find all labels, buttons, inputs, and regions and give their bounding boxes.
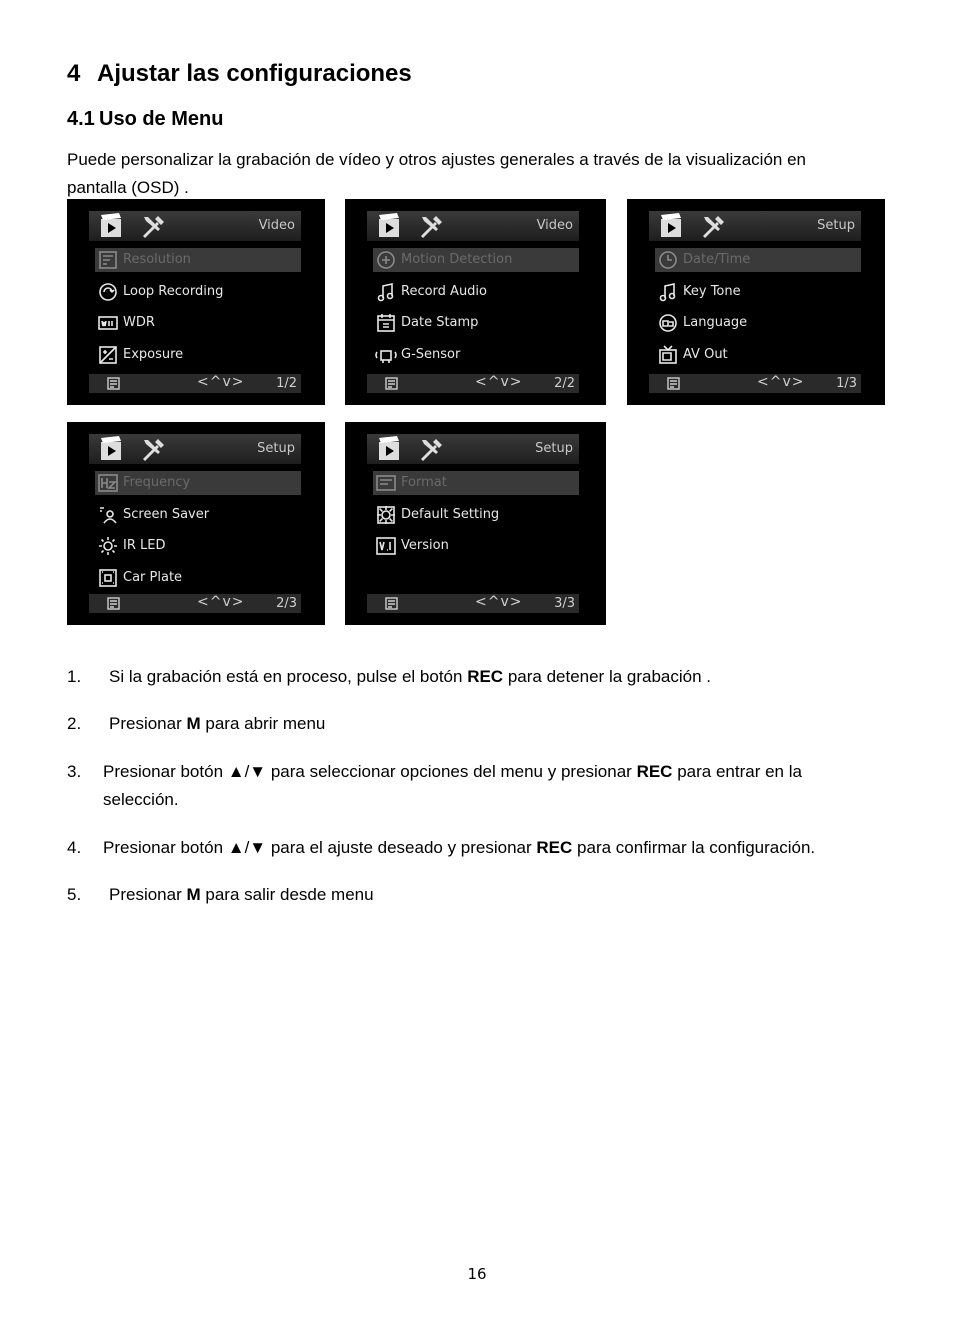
- menu-item-label: Date Stamp: [401, 315, 479, 330]
- motion-detection-icon: [375, 249, 397, 271]
- menu-item-label: Key Tone: [683, 283, 741, 299]
- menu-screenshot-5: [345, 422, 606, 625]
- menu-item: [95, 503, 301, 527]
- menu-page-indicator: 2/3: [276, 596, 297, 611]
- navigation-arrows: <^v>: [475, 374, 523, 390]
- music-note-icon: [375, 281, 397, 303]
- menu-screenshot-4: [67, 422, 325, 625]
- menu-item: [95, 280, 301, 304]
- navigation-arrows: <^v>: [475, 594, 523, 610]
- menu-item: [655, 343, 861, 367]
- subsection-number: 4.1: [67, 108, 95, 130]
- menu-item-label: IR LED: [123, 538, 166, 553]
- tv-icon: [657, 344, 679, 366]
- menu-bottom-bar: [89, 594, 301, 613]
- version-icon: [375, 535, 397, 557]
- menu-tab-label: Setup: [257, 441, 295, 456]
- car-plate-icon: [97, 567, 119, 589]
- step-text: Presionar botón ▲/▼ para el ajuste deseado y presionar REC para confirmar la configuración.: [103, 838, 816, 857]
- hz-icon: [97, 472, 119, 494]
- menu-tab-label: Video: [536, 218, 573, 233]
- menu-item: [95, 534, 301, 558]
- setup-tab-icon: [417, 436, 445, 462]
- menu-item: [373, 248, 579, 272]
- video-tab-icon: [375, 436, 403, 462]
- menu-page-indicator: 1/2: [276, 376, 297, 391]
- menu-page-indicator: 2/2: [554, 376, 575, 391]
- menu-icon: [385, 377, 398, 390]
- key-label: M: [186, 714, 201, 733]
- menu-tab-label: Setup: [817, 218, 855, 233]
- menu-item-label: Default Setting: [401, 506, 500, 522]
- menu-top-bar: [649, 211, 861, 241]
- setup-tab-icon: [699, 213, 727, 239]
- menu-item-label: Format: [401, 475, 447, 490]
- step-number: 2.: [67, 714, 82, 733]
- resolution-icon: [97, 249, 119, 271]
- menu-top-bar: [89, 434, 301, 464]
- menu-item-label: G-Sensor: [401, 346, 461, 362]
- menu-item-label: AV Out: [683, 346, 728, 362]
- page-number: 16: [467, 1265, 487, 1283]
- menu-item: [95, 566, 301, 590]
- gear-icon: [375, 504, 397, 526]
- section-title: Ajustar las configuraciones: [97, 60, 412, 87]
- subsection-heading: [67, 108, 223, 131]
- menu-item-label: Language: [683, 315, 748, 330]
- menu-item-label: Screen Saver: [123, 506, 210, 522]
- menu-item-label: Exposure: [123, 346, 184, 362]
- video-tab-icon: [375, 213, 403, 239]
- menu-top-bar: [89, 211, 301, 241]
- key-label: REC: [467, 667, 504, 686]
- step-number: 1.: [67, 667, 82, 686]
- menu-item: [373, 503, 579, 527]
- menu-item: [95, 471, 301, 495]
- step-text: Presionar M para salir desde menu: [109, 885, 374, 904]
- menu-item: [373, 471, 579, 495]
- menu-item: [373, 311, 579, 335]
- loop-recording-icon: [97, 281, 119, 303]
- wdr-icon: [97, 312, 119, 334]
- section-number: 4: [67, 60, 81, 87]
- menu-item-label: Loop Recording: [123, 283, 224, 299]
- step-number: 3.: [67, 762, 82, 781]
- menu-item-label: Car Plate: [123, 569, 183, 585]
- menu-bottom-bar: [367, 374, 579, 393]
- menu-item-label: WDR: [123, 315, 155, 330]
- video-tab-icon: [97, 436, 125, 462]
- menu-page-indicator: 1/3: [836, 376, 857, 391]
- navigation-arrows: <^v>: [197, 594, 245, 610]
- step-text: Si la grabación está en proceso, pulse el botón REC para detener la grabación .: [109, 667, 712, 686]
- menu-bottom-bar: [367, 594, 579, 613]
- menu-item: [95, 248, 301, 272]
- menu-item-label: Record Audio: [401, 283, 487, 299]
- setup-tab-icon: [417, 213, 445, 239]
- menu-item: [95, 343, 301, 367]
- menu-item: [655, 248, 861, 272]
- menu-item-label: Resolution: [123, 252, 191, 267]
- ir-led-icon: [97, 535, 119, 557]
- menu-screenshot-3: [627, 199, 885, 405]
- menu-icon: [107, 377, 120, 390]
- menu-item-label: Date/Time: [683, 252, 751, 267]
- key-label: REC: [536, 838, 573, 857]
- music-note-icon: [657, 281, 679, 303]
- menu-item: [655, 311, 861, 335]
- key-label: M: [186, 885, 201, 904]
- step-number: 5.: [67, 885, 82, 904]
- language-icon: [657, 312, 679, 334]
- navigation-arrows: <^v>: [197, 374, 245, 390]
- menu-icon: [385, 597, 398, 610]
- exposure-icon: [97, 344, 119, 366]
- menu-top-bar: [367, 434, 579, 464]
- setup-tab-icon: [139, 436, 167, 462]
- clock-icon: [657, 249, 679, 271]
- step-number: 4.: [67, 838, 82, 857]
- intro-paragraph: Puede personalizar la grabación de vídeo y otros ajustes generales a través de la visualización en pantalla (OSD) .: [67, 150, 807, 197]
- menu-tab-label: Setup: [535, 441, 573, 456]
- menu-item: [373, 343, 579, 367]
- menu-item-label: Version: [401, 538, 449, 553]
- menu-bottom-bar: [649, 374, 861, 393]
- screen-saver-icon: [97, 504, 119, 526]
- menu-screenshot-1: [67, 199, 325, 405]
- step-text: Presionar M para abrir menu: [109, 714, 326, 733]
- menu-bottom-bar: [89, 374, 301, 393]
- menu-item-label: Motion Detection: [401, 252, 513, 267]
- menu-page-indicator: 3/3: [554, 596, 575, 611]
- subsection-title: Uso de Menu: [99, 108, 224, 130]
- step-text: Presionar botón ▲/▼ para seleccionar opciones del menu y presionar REC para entrar en la selección.: [103, 762, 802, 809]
- video-tab-icon: [657, 213, 685, 239]
- key-label: REC: [636, 762, 673, 781]
- menu-icon: [667, 377, 680, 390]
- navigation-arrows: <^v>: [757, 374, 805, 390]
- g-sensor-icon: [375, 344, 397, 366]
- menu-top-bar: [367, 211, 579, 241]
- menu-icon: [107, 597, 120, 610]
- menu-item: [95, 311, 301, 335]
- format-icon: [375, 472, 397, 494]
- calendar-icon: [375, 312, 397, 334]
- menu-screenshot-2: [345, 199, 606, 405]
- video-tab-icon: [97, 213, 125, 239]
- setup-tab-icon: [139, 213, 167, 239]
- section-heading: [67, 60, 412, 88]
- menu-item-label: Frequency: [123, 475, 191, 490]
- menu-item: [373, 280, 579, 304]
- menu-item: [373, 534, 579, 558]
- menu-item: [655, 280, 861, 304]
- menu-tab-label: Video: [258, 218, 295, 233]
